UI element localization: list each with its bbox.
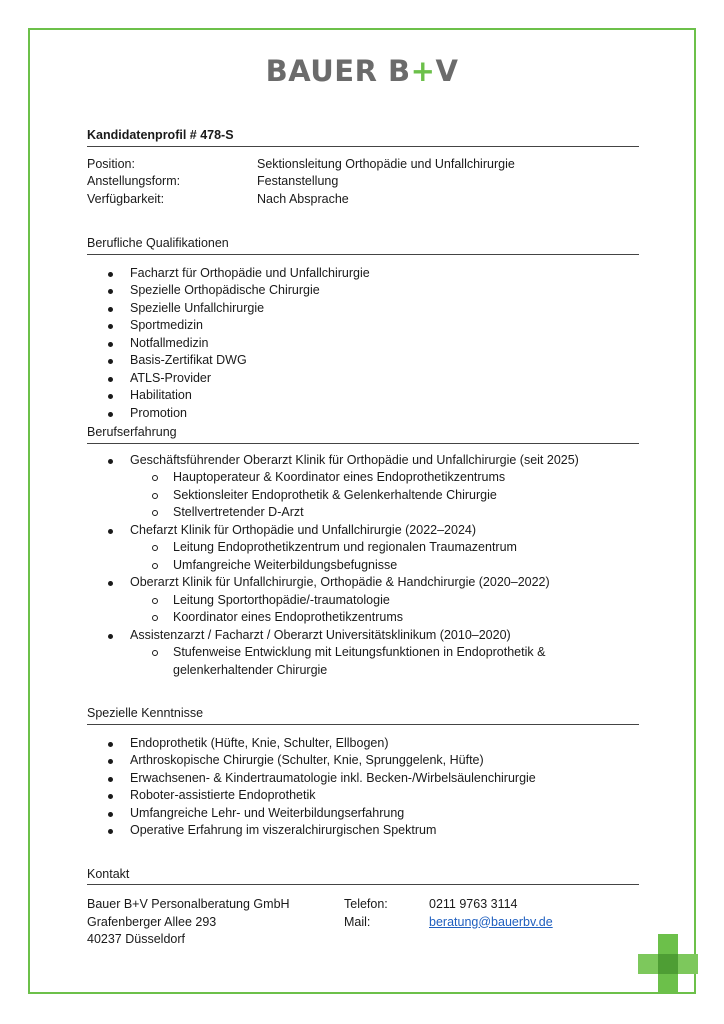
city-address: 40237 Düsseldorf xyxy=(87,932,185,946)
skills-list xyxy=(87,735,639,840)
green-cross-decoration xyxy=(638,934,698,994)
experience-subitem: Hauptoperateur & Koordinator eines Endoprothetikzentrums xyxy=(87,469,639,487)
experience-item: Chefarzt Klinik für Orthopädie und Unfallchirurgie (2022–2024) xyxy=(87,522,639,540)
list-item: Roboter-assistierte Endoprothetik xyxy=(87,787,639,805)
list-item: ATLS-Provider xyxy=(87,370,639,388)
info-label: Anstellungsform: xyxy=(87,174,181,188)
list-item: Facharzt für Orthopädie und Unfallchirurgie xyxy=(87,265,639,283)
list-item: Erwachsenen- & Kindertraumatologie inkl. Becken-/Wirbelsäulenchirurgie xyxy=(87,770,639,788)
experience-subitem: Stufenweise Entwicklung mit Leitungsfunktionen in Endoprothetik & gelenkerhaltender Chirurgie xyxy=(87,644,639,679)
info-label: Verfügbarkeit: xyxy=(87,191,165,206)
skills-heading: Spezielle Kenntnisse xyxy=(87,705,639,725)
logo-text-bauer-b: BAUER B xyxy=(265,54,411,88)
list-item: Spezielle Unfallchirurgie xyxy=(87,300,639,318)
info-row-availability xyxy=(87,191,639,209)
list-item: Spezielle Orthopädische Chirurgie xyxy=(87,282,639,300)
phone-number: 0211 9763 3114 xyxy=(429,897,518,911)
info-value: Festanstellung xyxy=(257,174,339,188)
profile-heading: Kandidatenprofil # 478-S xyxy=(87,127,639,147)
contact-heading: Kontakt xyxy=(87,866,639,886)
email-link[interactable]: beratung@bauerbv.de xyxy=(429,914,553,929)
experience-item: Assistenzarzt / Facharzt / Oberarzt Universitätsklinikum (2010–2020) xyxy=(87,627,639,645)
info-value: Sektionsleitung Orthopädie und Unfallchirurgie xyxy=(257,156,515,171)
contact-values xyxy=(429,896,553,949)
info-row-position xyxy=(87,156,639,174)
experience-heading: Berufserfahrung xyxy=(87,424,639,444)
list-item: Umfangreiche Lehr- und Weiterbildungserfahrung xyxy=(87,805,639,823)
logo-plus: + xyxy=(410,54,436,88)
list-item: Basis-Zertifikat DWG xyxy=(87,352,639,370)
logo-text-v: V xyxy=(435,54,459,88)
experience-subitem: Koordinator eines Endoprothetikzentrums xyxy=(87,609,639,627)
cross-center xyxy=(658,954,678,974)
qualifications-heading: Berufliche Qualifikationen xyxy=(87,235,639,255)
experience-subitem: Stellvertretender D-Arzt xyxy=(87,504,639,522)
document-body xyxy=(87,127,639,949)
experience-subitem: Leitung Endoprothetikzentrum und regionalen Traumazentrum xyxy=(87,539,639,557)
list-item: Operative Erfahrung im viszeralchirurgischen Spektrum xyxy=(87,822,639,840)
list-item: Endoprothetik (Hüfte, Knie, Schulter, Ellbogen) xyxy=(87,735,639,753)
experience-list xyxy=(87,452,639,680)
list-item: Promotion xyxy=(87,405,639,423)
experience-subitem: Sektionsleiter Endoprothetik & Gelenkerhaltende Chirurgie xyxy=(87,487,639,505)
company-name: Bauer B+V Personalberatung GmbH xyxy=(87,897,290,911)
experience-subitem: Umfangreiche Weiterbildungsbefugnisse xyxy=(87,557,639,575)
list-item: Arthroskopische Chirurgie (Schulter, Knie, Sprunggelenk, Hüfte) xyxy=(87,752,639,770)
info-row-employment xyxy=(87,173,639,191)
experience-item: Oberarzt Klinik für Unfallchirurgie, Orthopädie & Handchirurgie (2020–2022) xyxy=(87,574,639,592)
info-table xyxy=(87,156,639,209)
contact-block xyxy=(87,896,639,949)
street-address: Grafenberger Allee 293 xyxy=(87,914,217,929)
list-item: Habilitation xyxy=(87,387,639,405)
mail-label: Mail: xyxy=(344,914,371,929)
list-item: Notfallmedizin xyxy=(87,335,639,353)
experience-subitem: Leitung Sportorthopädie/-traumatologie xyxy=(87,592,639,610)
experience-item: Geschäftsführender Oberarzt Klinik für Orthopädie und Unfallchirurgie (seit 2025) xyxy=(87,452,639,470)
list-item: Sportmedizin xyxy=(87,317,639,335)
info-value: Nach Absprache xyxy=(257,191,349,206)
info-label: Position: xyxy=(87,156,135,171)
qualifications-list xyxy=(87,265,639,423)
contact-labels xyxy=(344,896,429,949)
phone-label: Telefon: xyxy=(344,897,388,911)
company-logo xyxy=(0,54,724,88)
contact-address xyxy=(87,896,344,949)
